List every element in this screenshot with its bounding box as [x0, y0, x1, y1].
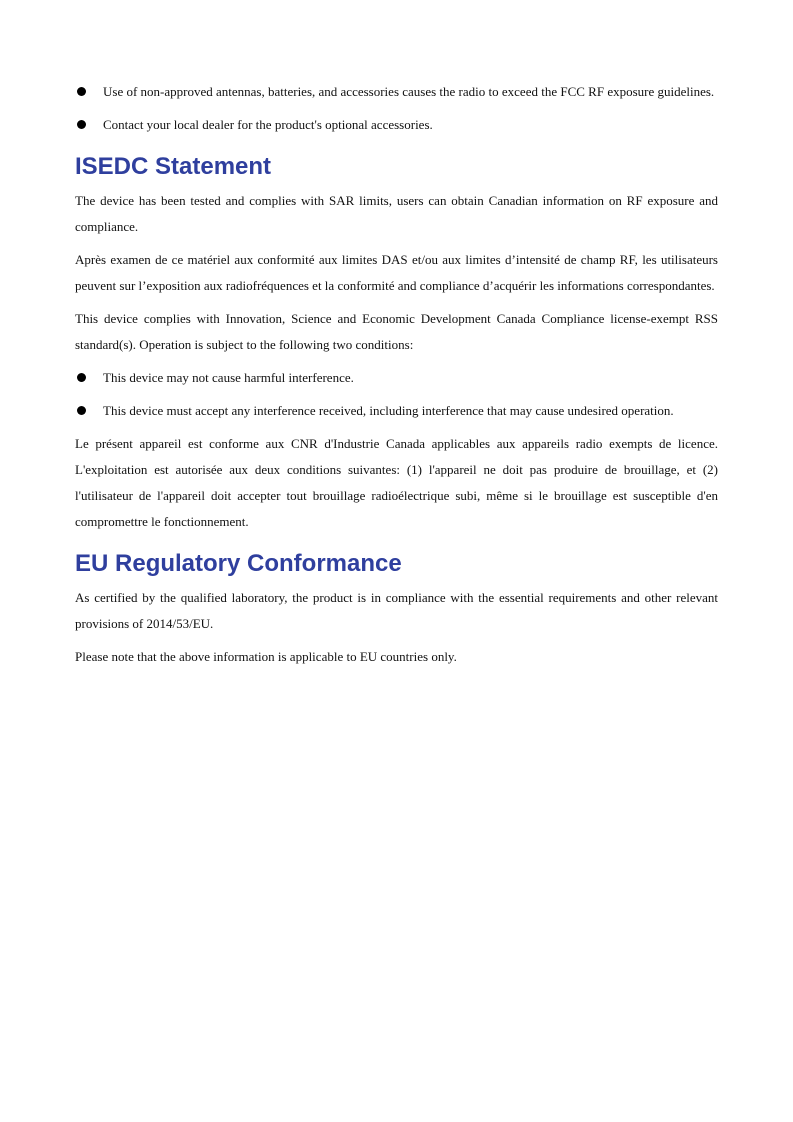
bullet-text: Contact your local dealer for the product's optional accessories. — [103, 117, 433, 132]
bullet-text: Use of non-approved antennas, batteries, and accessories causes the radio to exceed the FCC RF exposure guidelines. — [103, 84, 715, 99]
bullet-item-dealer — [75, 112, 718, 138]
bullet-icon — [77, 373, 86, 382]
eu-heading: EU Regulatory Conformance — [75, 550, 402, 577]
eu-paragraph-certified: As certified by the qualified laboratory, the product is in compliance with the essential requirements and other relevant provisions of 2014/53/EU. — [75, 590, 718, 631]
bullet-text: This device may not cause harmful interference. — [103, 370, 354, 385]
isedc-paragraph-french-cnr: Le présent appareil est conforme aux CNR d'Industrie Canada applicables aux appareils radio exempts de licence. L'exploitation est autorisée aux deux conditions suivantes: (1) l'appareil ne doit pas produire de brouillage, et (2) l'utilisateur de l'appareil doit accepter tout brouillage radioélectrique subi, même si le brouillage est susceptible d'en compromettre le fonctionnement. — [75, 436, 718, 529]
isedc-paragraph-rss: This device complies with Innovation, Science and Economic Development Canada Compliance license-exempt RSS standard(s). Operation is subject to the following two conditions: — [75, 311, 718, 352]
isedc-paragraph-french-das: Après examen de ce matériel aux conformité aux limites DAS et/ou aux limites d’intensité de champ RF, les utilisateurs peuvent sur l’exposition aux radiofréquences et la conformité and compliance d’acquérir les informations correspondantes. — [75, 252, 718, 293]
bullet-icon — [77, 406, 86, 415]
eu-paragraph-note: Please note that the above information is applicable to EU countries only. — [75, 649, 457, 664]
document-page — [75, 79, 718, 670]
isedc-paragraph-sar: The device has been tested and complies with SAR limits, users can obtain Canadian information on RF exposure and compliance. — [75, 193, 718, 234]
bullet-icon — [77, 87, 86, 96]
bullet-item-antennas — [75, 79, 718, 105]
bullet-icon — [77, 120, 86, 129]
bullet-item-no-interference — [75, 365, 718, 391]
bullet-text: This device must accept any interference received, including interference that may cause undesired operation. — [103, 403, 674, 418]
isedc-heading: ISEDC Statement — [75, 153, 272, 180]
bullet-item-accept-interference — [75, 398, 718, 424]
